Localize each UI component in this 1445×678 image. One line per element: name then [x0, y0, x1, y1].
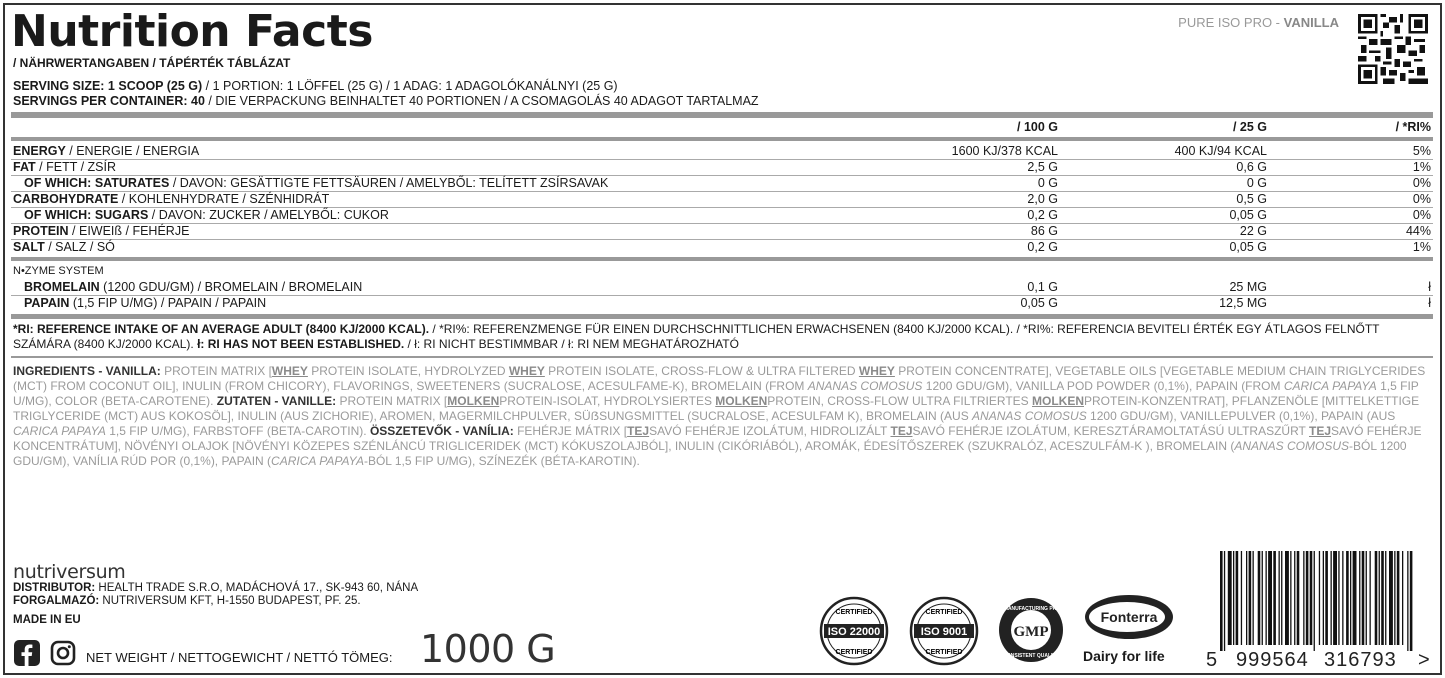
table-row: FAT / FETT / ZSÍR 2,5 G 0,6 G 1%: [13, 160, 1431, 174]
iso9001-top-text: CERTIFIED: [925, 609, 963, 616]
distributor-info: DISTRIBUTOR: HEALTH TRADE S.R.O, MADÁCHOVÁ 17., SK-943 60, NÁNA FORGALMAZÓ: NUTRIVERSUM KFT, H-1550 BUDAPEST, PF. 25.: [13, 582, 419, 607]
barcode-digits-left: 999564: [1236, 649, 1309, 671]
table-row: CARBOHYDRATE / KOHLENHYDRATE / SZÉNHIDRÁT 2,0 G 0,5 G 0%: [13, 192, 1431, 206]
gmp-badge-icon: [987, 596, 1075, 664]
made-in: MADE IN EU: [13, 614, 81, 626]
net-weight-label: NET WEIGHT / NETTOGEWICHT / NETTÓ TÖMEG:: [86, 650, 393, 665]
divider: [11, 356, 1433, 358]
ingredients-text: INGREDIENTS - VANILLA: PROTEIN MATRIX [WHEY PROTEIN ISOLATE, HYDROLYZED WHEY PROTEIN ISOLATE, CROSS-FLOW & ULTRA FILTERED WHEY PROTEIN CONCENTRATE], VEGETABLE OILS [VEGETABLE MEDIUM CHAIN TRIGLYCERIDES (MCT) FROM COCONUT OIL], INULIN (FROM CHICORY), FLAVORINGS, SWEETENERS (SUCRALOSE, ACESULFAME-K), BROMELAIN (FROM ANANAS COMOSUS 1200 GDU/GM), VANILLA POD POWDER (0,1%), PAPAIN (FROM CARICA PAPAYA 1,5 FIP U/MG), COLOR (BETA-CAROTENE). ZUTATEN - VANILLE: PROTEIN MATRIX [MOLKENPROTEIN-ISOLAT, HYDROLYSIERTES MOLKENPROTEIN, CROSS-FLOW ULTRA FILTRIERTES MOLKENPROTEIN-KONZENTRAT], PFLANZENÖLE [MITTELKETTIGE TRIGLYCERIDE (MCT) AUS KOKOSÖL], INULIN (AUS ZICHORIE), AROMEN, MAGERMILCHPULVER, SÜẞSUNGSMITTEL (SUCRALOSE, ACESULFAM K), BROMELAIN (AUS ANANAS COMOSUS 1200 GDU/GM), VANILLEPULVER (0,1%), PAPAIN (AUS CARICA PAPAYA 1,5 FIP U/MG), FARBSTOFF (BETA-CAROTIN). ÖSSZETEVŐK - VANÍLIA: FEHÉRJE MÁTRIX [TEJSAVÓ FEHÉRJE IZOLÁTUM, HIDROLIZÁLT TEJSAVÓ FEHÉRJE IZOLÁTUM, KERESZTÁRAMOLTATÁSÚ ULTRASZŰRT TEJSAVÓ FEHÉRJE KONCENTRÁTUM], NÖVÉNYI OLAJOK [NÖVÉNYI KÖZEPES SZÉNLÁNCÚ TRIGLICERIDEK (MCT) KÓKUSZOLAJBÓL], INULIN (CIKÓRIÁBÓL), AROMÁK, ÉDESÍTŐSZEREK (SZUKRALÓZ, ACESZULFÁM-K ), BROMELAIN (ANANAS COMOSUS-BÓL 1200 GDU/GM), VANÍLIA RÚD POR (0,1%), PAPAIN (CARICA PAPAYA-BÓL 1,5 FIP U/MG), SZÍNEZÉK (BÉTA-KAROTIN).: [13, 364, 1426, 468]
product-flavor: VANILLA: [1283, 15, 1339, 30]
table-row: SALT / SALZ / SÓ 0,2 G 0,05 G 1%: [13, 240, 1431, 254]
ri-footnote: *RI: REFERENCE INTAKE OF AN AVERAGE ADULT (8400 KJ/2000 KCAL). / *RI%: REFERENZMENGE FÜR EINEN DURCHSCHNITTLICHEN ERWACHSENEN (8400 KJ/2000 KCAL). / *RI%: REFERENCIA BEVITELI ÉRTÉK EGY ÁTLAGOS FELNŐTT SZÁMÁRA (8400 KJ/2000 KCAL). ł: RI HAS NOT BEEN ESTABLISHED. / ł: RI NICHT BESTIMMBAR / ł: RI NEM MEGHATÁROZHATÓ: [13, 322, 1380, 351]
table-row: ENERGY / ENERGIE / ENERGIA 1600 KJ/378 KCAL 400 KJ/94 KCAL 5%: [13, 144, 1431, 158]
dairy-tagline: Dairy for life: [1083, 648, 1165, 664]
gmp-bottom-text: CONSISTENT QUALITY: [1003, 653, 1059, 659]
fonterra-text: Fonterra: [1100, 609, 1158, 625]
barcode-icon: [1204, 549, 1432, 669]
enzyme-row: PAPAIN (1,5 FIP U/MG) / PAPAIN / PAPAIN 0,05 G 12,5 MG ł: [24, 296, 1431, 310]
qr-code-icon: [1358, 14, 1428, 84]
col-header-100g: / 100 G: [1017, 120, 1058, 134]
net-weight-value: 1000 G: [420, 627, 556, 671]
iso22000-bottom-text: CERTIFIED: [835, 649, 873, 656]
serving-size: SERVING SIZE: 1 SCOOP (25 G) / 1 PORTION: 1 LÖFFEL (25 G) / 1 ADAG: 1 ADAGOLÓKANÁLNYI (25 G): [13, 79, 618, 93]
col-header-serving: / 25 G: [1232, 120, 1267, 134]
fonterra-logo-icon: [1083, 592, 1175, 642]
page-subtitle: / NÄHRWERTANGABEN / TÁPÉRTÉK TÁBLÁZAT: [13, 56, 291, 70]
table-row: PROTEIN / EIWEIß / FEHÉRJE 86 G 22 G 44%: [13, 224, 1431, 238]
divider-thick: [11, 314, 1433, 319]
table-row: OF WHICH: SATURATES / DAVON: GESÄTTIGTE FETTSÄUREN / AMELYBŐL: TELÍTETT ZSÍRSAVAK 0 G 0 G 0%: [24, 176, 1431, 190]
divider-thick: [11, 137, 1433, 141]
iso9001-text: ISO 9001: [920, 626, 968, 638]
iso-9001-badge-icon: [909, 596, 979, 666]
barcode-digit-last: >: [1418, 649, 1430, 671]
social-icons: [14, 640, 76, 666]
iso-22000-badge-icon: [819, 596, 889, 666]
brand-logo: nutriversum: [13, 561, 126, 583]
facebook-icon[interactable]: [14, 640, 40, 666]
servings-per-container: SERVINGS PER CONTAINER: 40 / DIE VERPACKUNG BEINHALTET 40 PORTIONEN / A CSOMAGOLÁS 40 ADAGOT TARTALMAZ: [13, 94, 759, 108]
table-header: [13, 119, 1431, 135]
product-name: PURE ISO PRO - VANILLA: [1178, 15, 1339, 30]
table-row: OF WHICH: SUGARS / DAVON: ZUCKER / AMELYBŐL: CUKOR 0,2 G 0,05 G 0%: [24, 208, 1431, 222]
divider-thick: [11, 257, 1433, 261]
iso22000-text: ISO 22000: [827, 626, 881, 638]
page-title: Nutrition Facts: [11, 6, 373, 57]
gmp-top-text: GOOD MANUFACTURING PRACTICE: [987, 606, 1075, 612]
enzyme-row: BROMELAIN (1200 GDU/GM) / BROMELAIN / BROMELAIN 0,1 G 25 MG ł: [24, 280, 1431, 294]
instagram-icon[interactable]: [50, 640, 76, 666]
iso9001-bottom-text: CERTIFIED: [925, 649, 963, 656]
iso22000-top-text: CERTIFIED: [835, 609, 873, 616]
barcode-digit-first: 5: [1206, 649, 1218, 671]
barcode-digits-right: 316793: [1324, 649, 1397, 671]
gmp-text: GMP: [1013, 624, 1049, 640]
serving-info: [13, 79, 759, 109]
enzyme-title: N•ZYME SYSTEM: [13, 265, 104, 277]
col-header-ri: / *RI%: [1395, 120, 1431, 134]
divider-thick: [11, 112, 1433, 118]
